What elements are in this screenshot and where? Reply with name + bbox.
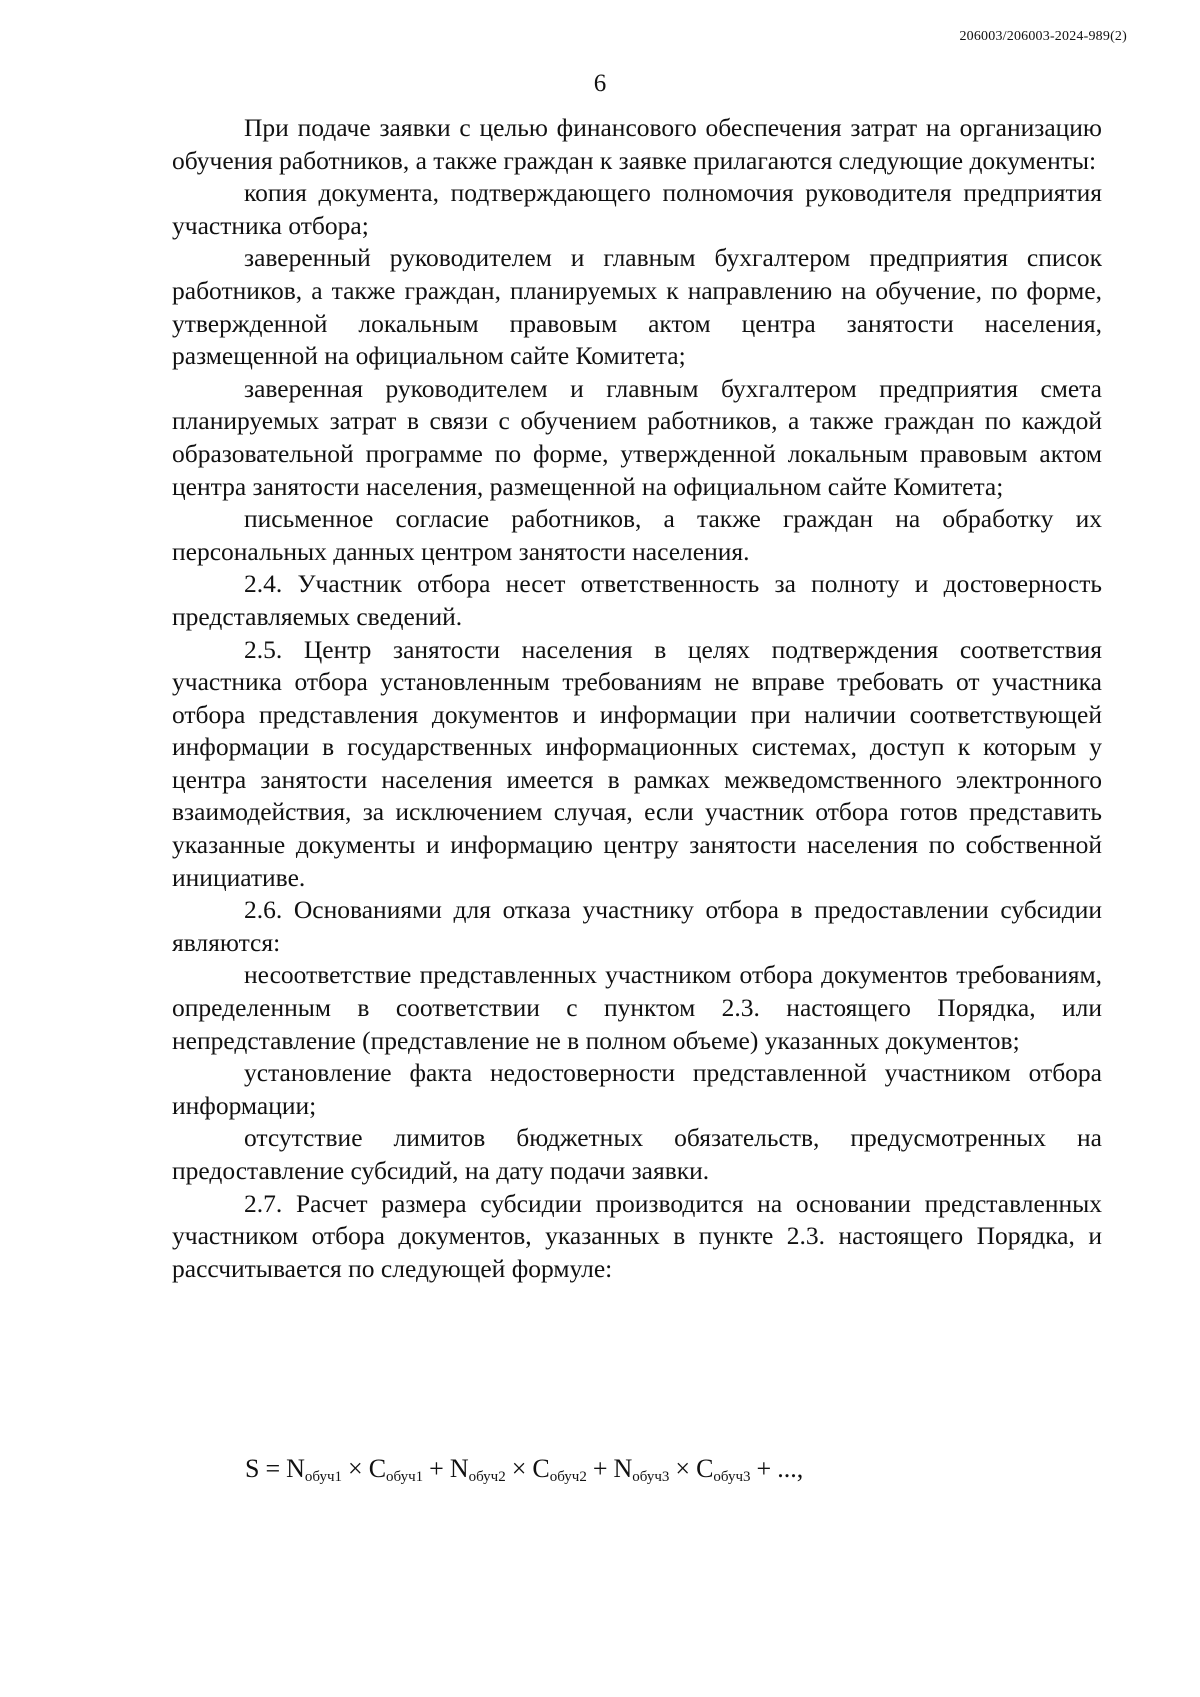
formula-subscript: обуч2 [468,1469,506,1485]
formula-times: × [348,1454,363,1483]
paragraph-clause-2-5: 2.5. Центр занятости населения в целях подтверждения соответствия участника отбора установленным требованиям не вправе требовать от участника отбора представления документов и информации при наличии соответствующей информации в государственных информационных системах, доступ к которым у центра занятости населения имеется в рамках межведомственного электронного взаимодействия, за исключением случая, если участник отбора готов представить указанные документы и информацию центру занятости населения по собственной инициативе. [172,634,1102,892]
formula-times: × [675,1454,691,1483]
formula-subscript: обуч3 [713,1469,751,1485]
paragraph-clause-2-7: 2.7. Расчет размера субсидии производится на основании представленных участником отбора документов, указанных в пункте 2.3. настоящего Порядка, и рассчитывается по следующей формуле: [172,1188,1102,1283]
paragraph-clause-2-6: 2.6. Основаниями для отказа участнику отбора в предоставлении субсидии являются: [172,895,1102,957]
paragraph-refusal-false-info: установление факта недостоверности представленной участником отбора информации; [172,1058,1102,1120]
formula-subscript: обуч2 [549,1469,587,1485]
paragraph-clause-2-4: 2.4. Участник отбора несет ответственность за полноту и достоверность представляемых сведений. [172,569,1102,631]
paragraph-authority-copy: копия документа, подтверждающего полномочия руководителя предприятия участника отбора; [172,178,1102,240]
document-body [172,112,1102,1285]
formula-tail: ..., [777,1454,804,1483]
page-number: 6 [593,70,607,97]
paragraph-refusal-noncompliance: несоответствие представленных участником отбора документов требованиям, определенным в соответствии с пунктом 2.3. настоящего Порядка, или непредставление (представление не в полном объеме) указанных документов; [172,960,1102,1055]
formula-plus: + [429,1454,444,1483]
formula-n-symbol: N [286,1454,305,1483]
formula-subscript: обуч1 [386,1469,424,1485]
document-id: 206003/206003-2024-989(2) [959,29,1127,44]
formula-n-symbol: N [449,1454,469,1483]
formula-times: × [511,1454,527,1483]
formula-lhs: S [245,1454,260,1483]
subsidy-formula [245,1454,803,1486]
formula-c-symbol: C [696,1454,714,1483]
formula-equals: = [265,1454,281,1483]
formula-c-symbol: C [532,1454,550,1483]
formula-subscript: обуч1 [304,1469,343,1485]
formula-n-symbol: N [613,1454,633,1483]
formula-plus: + [592,1454,608,1483]
paragraph-application-documents-intro: При подаче заявки с целью финансового обеспечения затрат на организацию обучения работников, а также граждан к заявке прилагаются следующие документы: [172,113,1102,175]
formula-c-symbol: C [368,1454,387,1483]
formula-plus: + [756,1454,772,1483]
formula-subscript: обуч3 [632,1469,670,1485]
paragraph-personal-data-consent: письменное согласие работников, а также граждан на обработку их персональных данных центром занятости населения. [172,504,1102,566]
paragraph-refusal-no-limits: отсутствие лимитов бюджетных обязательств, предусмотренных на предоставление субсидий, на дату подачи заявки. [172,1123,1102,1185]
paragraph-cost-estimate: заверенная руководителем и главным бухгалтером предприятия смета планируемых затрат в связи с обучением работников, а также граждан по каждой образовательной программе по форме, утвержденной локальным правовым актом центра занятости населения, размещенной на официальном сайте Комитета; [172,373,1102,501]
paragraph-employee-list: заверенный руководителем и главным бухгалтером предприятия список работников, а также граждан, планируемых к направлению на обучение, по форме, утвержденной локальным правовым актом центра занятости населения, размещенной на официальном сайте Комитета; [172,243,1102,371]
